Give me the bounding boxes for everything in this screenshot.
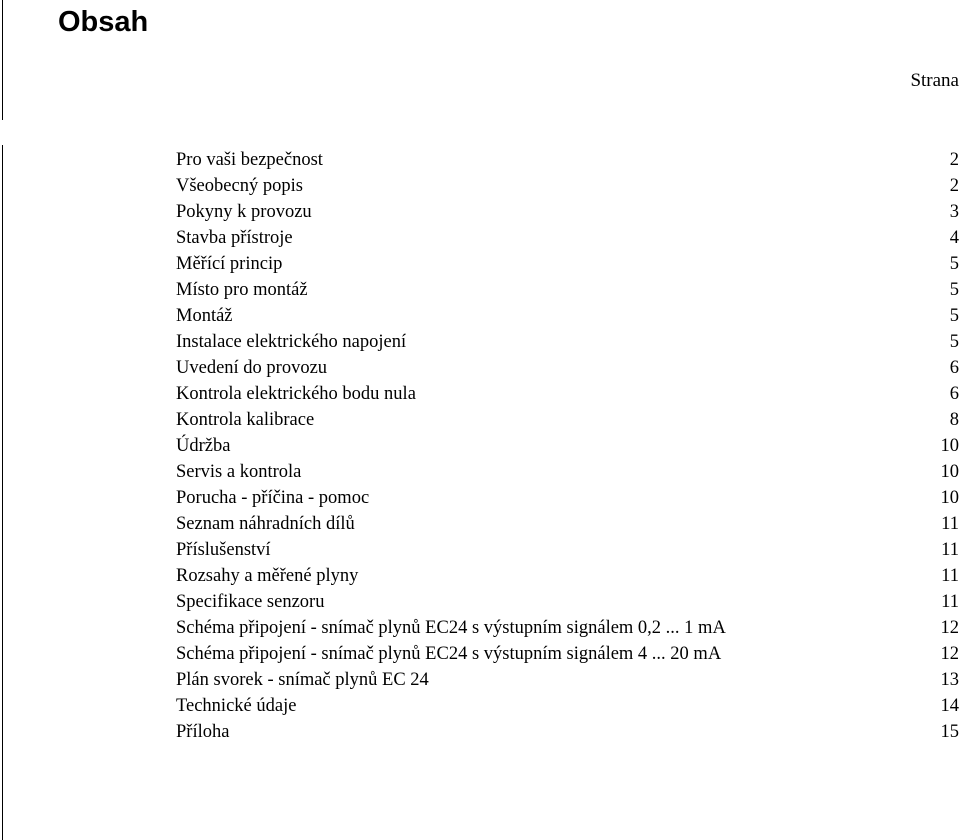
toc-entry[interactable] [176, 277, 959, 303]
toc-entry-label: Uvedení do provozu [176, 358, 328, 378]
toc-entry-page-number: 11 [941, 514, 959, 534]
toc-entry-label: Plán svorek - snímač plynů EC 24 [176, 670, 429, 690]
toc-entry-label: Kontrola elektrického bodu nula [176, 384, 416, 404]
toc-entry-label: Seznam náhradních dílů [176, 514, 355, 534]
toc-entry-label: Údržba [176, 436, 231, 456]
toc-entry[interactable] [176, 251, 959, 277]
toc-entry-page-number: 5 [949, 254, 959, 274]
toc-entry[interactable] [176, 511, 959, 537]
toc-entry[interactable] [176, 225, 959, 251]
toc-entry-label: Místo pro montáž [176, 280, 308, 300]
toc-entry[interactable] [176, 615, 959, 641]
toc-entry-page-number: 10 [940, 436, 959, 456]
toc-entry-page-number: 14 [940, 696, 959, 716]
toc-entry-page-number: 15 [940, 722, 959, 742]
toc-entry[interactable] [176, 381, 959, 407]
toc-entry-page-number: 12 [940, 618, 959, 638]
toc-entry-label: Montáž [176, 306, 233, 326]
page-title: Obsah [58, 6, 149, 38]
page-column-header: Strana [910, 70, 959, 91]
toc-entry-label: Příslušenství [176, 540, 271, 560]
toc-entry-label: Porucha - příčina - pomoc [176, 488, 370, 508]
toc-entry[interactable] [176, 433, 959, 459]
toc-entry-page-number: 10 [940, 462, 959, 482]
toc-entry-label: Specifikace senzoru [176, 592, 325, 612]
toc-entry[interactable] [176, 355, 959, 381]
toc-entry-page-number: 5 [949, 306, 959, 326]
toc-entry[interactable] [176, 485, 959, 511]
toc-entry[interactable] [176, 407, 959, 433]
toc-entry-page-number: 3 [949, 202, 959, 222]
table-of-contents [176, 147, 959, 745]
toc-entry-label: Měřící princip [176, 254, 283, 274]
left-margin-rule [2, 145, 3, 840]
toc-entry[interactable] [176, 589, 959, 615]
left-margin-rule-top [2, 0, 3, 120]
toc-entry[interactable] [176, 641, 959, 667]
toc-entry-page-number: 5 [949, 332, 959, 352]
toc-entry-page-number: 5 [949, 280, 959, 300]
toc-entry-label: Pokyny k provozu [176, 202, 312, 222]
toc-entry-label: Příloha [176, 722, 230, 742]
toc-entry-label: Servis a kontrola [176, 462, 302, 482]
toc-entry-label: Pro vaši bezpečnost [176, 150, 323, 170]
toc-entry-page-number: 6 [949, 358, 959, 378]
toc-entry[interactable] [176, 693, 959, 719]
toc-entry-page-number: 11 [941, 540, 959, 560]
toc-entry-page-number: 2 [949, 150, 959, 170]
toc-entry[interactable] [176, 199, 959, 225]
toc-entry-page-number: 4 [949, 228, 959, 248]
toc-entry-label: Rozsahy a měřené plyny [176, 566, 359, 586]
toc-entry-label: Schéma připojení - snímač plynů EC24 s výstupním signálem 0,2 ... 1 mA [176, 618, 726, 638]
toc-entry[interactable] [176, 667, 959, 693]
toc-entry-page-number: 6 [949, 384, 959, 404]
toc-entry-label: Všeobecný popis [176, 176, 303, 196]
toc-entry-label: Stavba přístroje [176, 228, 293, 248]
toc-entry[interactable] [176, 563, 959, 589]
toc-entry-page-number: 8 [949, 410, 959, 430]
toc-entry[interactable] [176, 459, 959, 485]
toc-entry-label: Kontrola kalibrace [176, 410, 315, 430]
toc-entry-label: Schéma připojení - snímač plynů EC24 s výstupním signálem 4 ... 20 mA [176, 644, 722, 664]
toc-entry[interactable] [176, 329, 959, 355]
toc-entry-page-number: 12 [940, 644, 959, 664]
toc-entry-page-number: 10 [940, 488, 959, 508]
toc-entry[interactable] [176, 147, 959, 173]
toc-entry[interactable] [176, 303, 959, 329]
toc-entry-page-number: 2 [949, 176, 959, 196]
toc-entry[interactable] [176, 173, 959, 199]
toc-entry-page-number: 11 [941, 592, 959, 612]
toc-entry-page-number: 11 [941, 566, 959, 586]
toc-entry[interactable] [176, 719, 959, 745]
toc-entry-label: Technické údaje [176, 696, 297, 716]
toc-entry-label: Instalace elektrického napojení [176, 332, 407, 352]
toc-entry[interactable] [176, 537, 959, 563]
toc-entry-page-number: 13 [940, 670, 959, 690]
